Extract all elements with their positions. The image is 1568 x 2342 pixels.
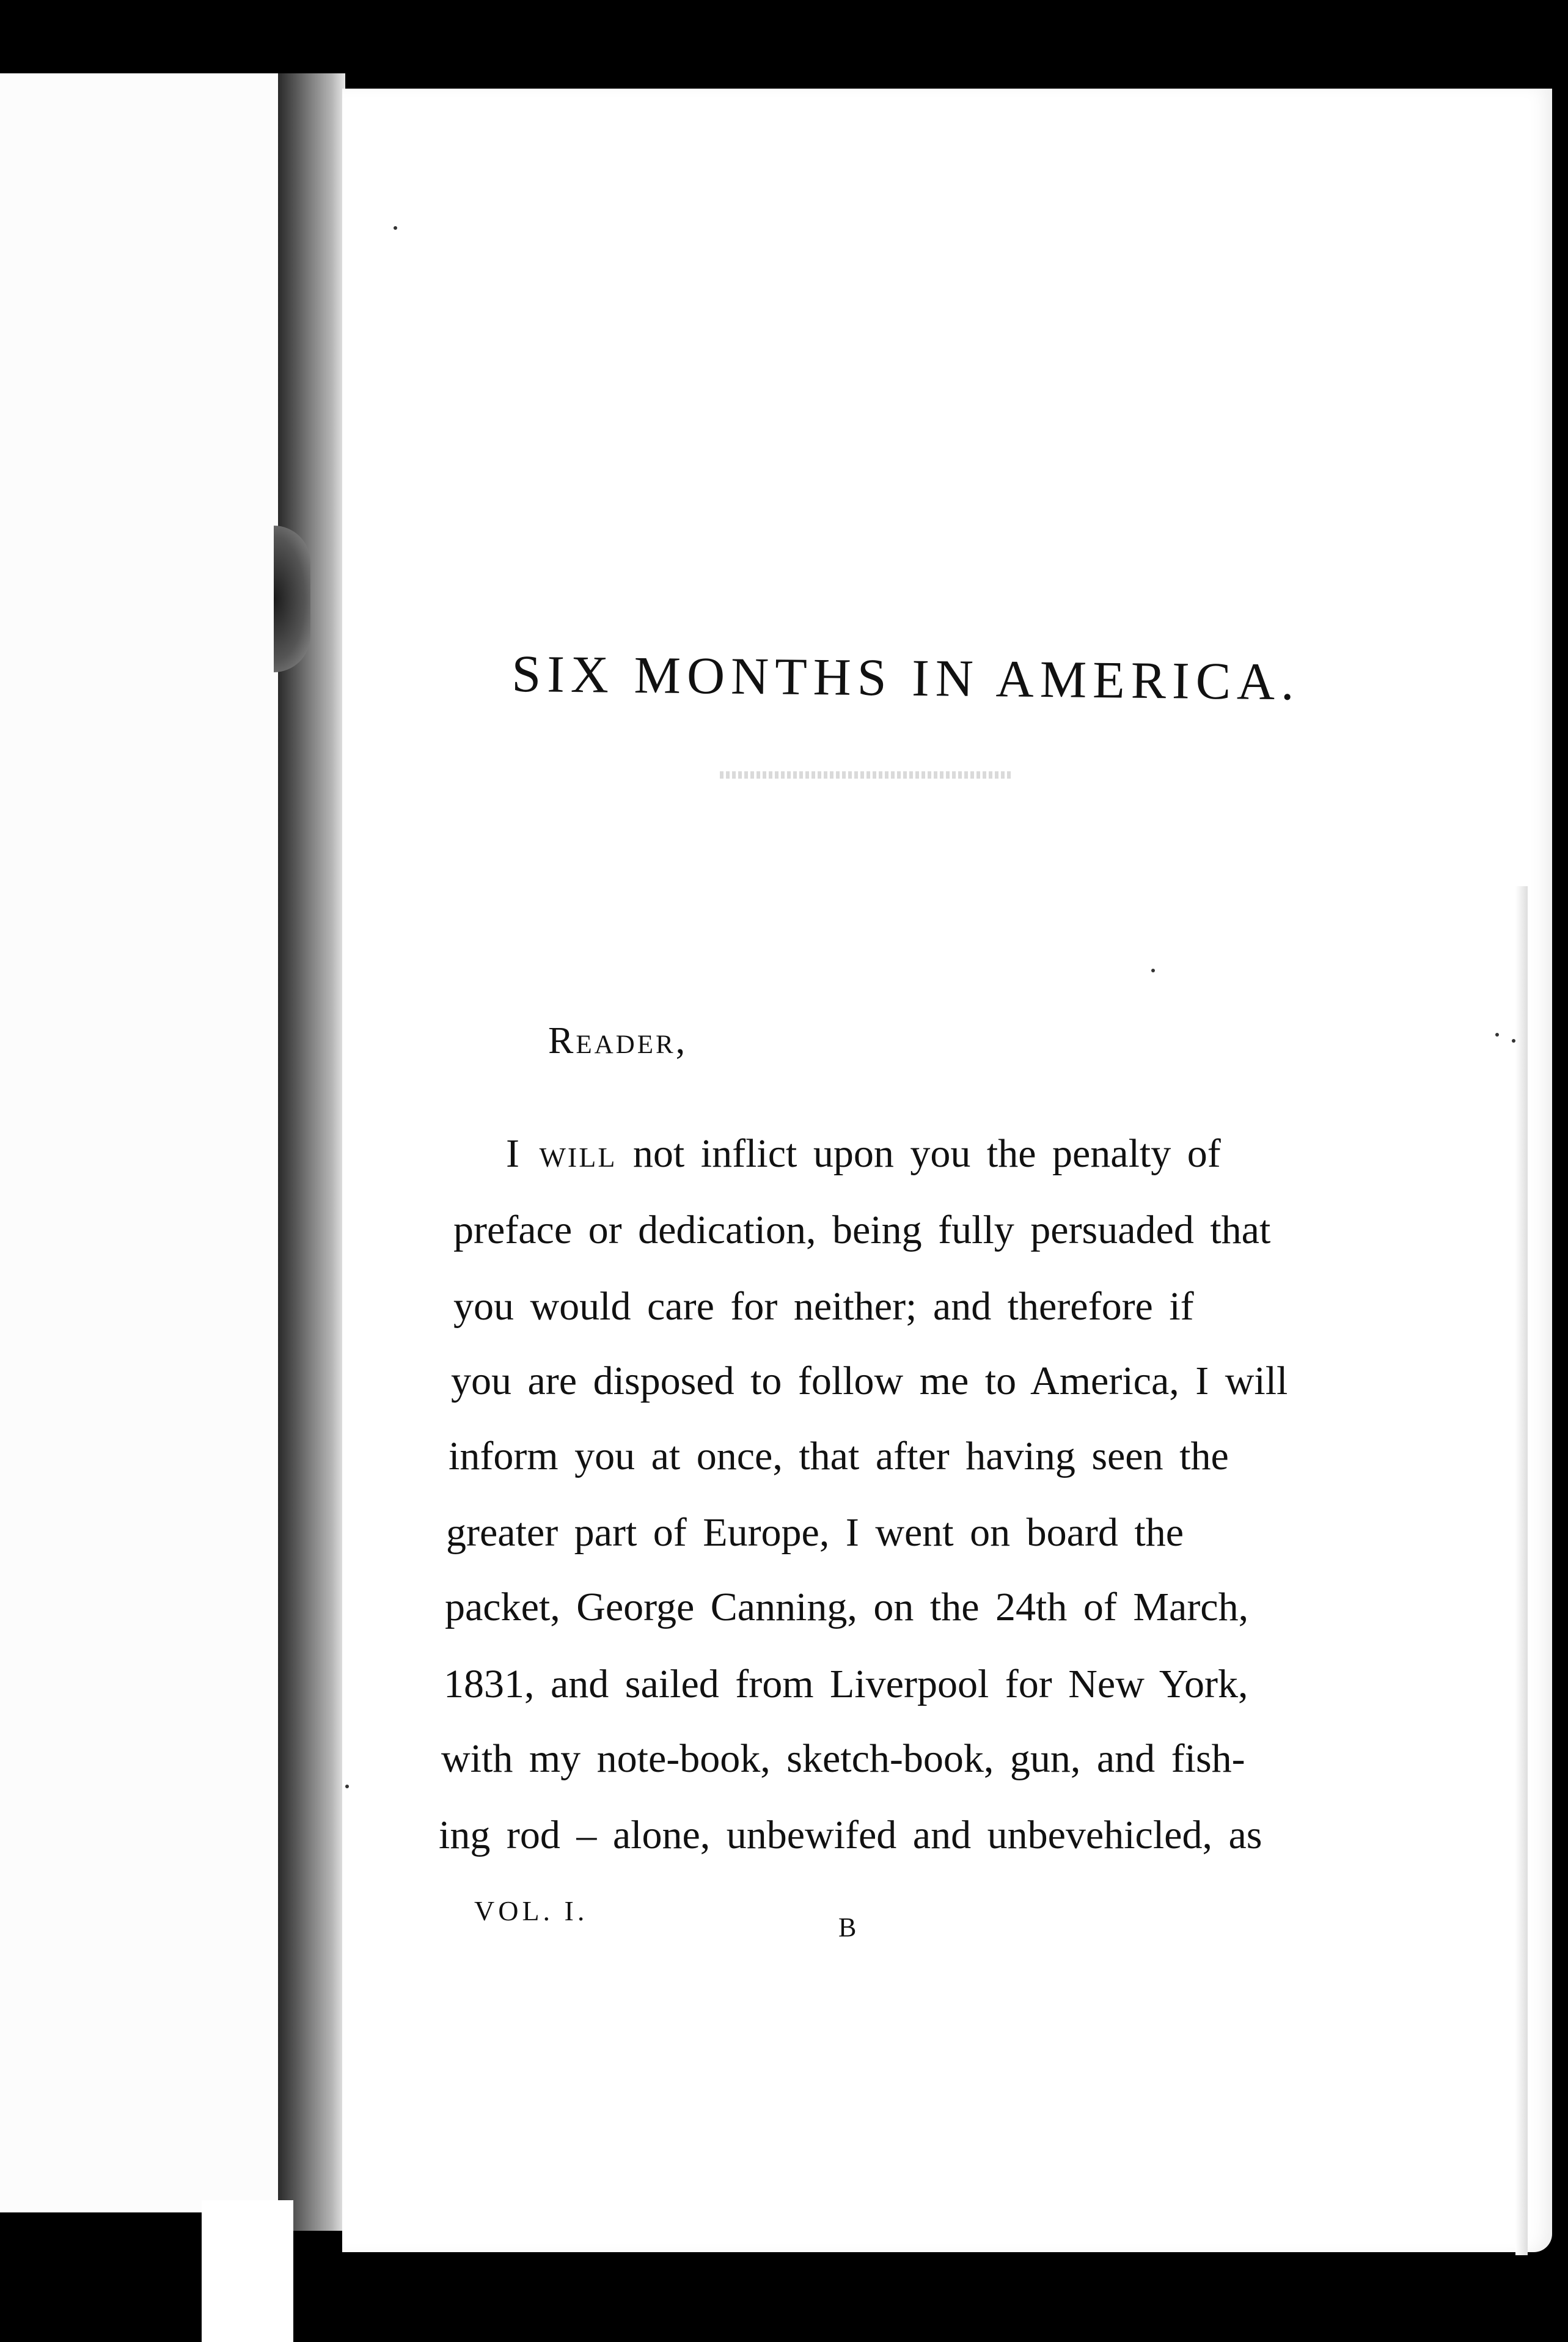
- body-line-10: ing rod – alone, unbewifed and unbevehicled, as: [439, 1813, 1262, 1857]
- paper-speck: [1512, 1039, 1515, 1043]
- paper-speck: [1495, 1033, 1499, 1037]
- body-line-9: with my note-book, sketch-book, gun, and fish-: [441, 1736, 1245, 1781]
- paper-speck: [394, 226, 397, 230]
- body-line-5: inform you at once, that after having seen the: [449, 1434, 1229, 1478]
- binding-notch: [274, 526, 310, 672]
- book-gutter: [278, 73, 345, 2231]
- body-line-1: [506, 1131, 1221, 1177]
- body-line-2: preface or dedication, being fully persuaded that: [453, 1208, 1271, 1252]
- title-rule-divider: [720, 771, 1013, 779]
- page-edge: [1515, 886, 1528, 2255]
- page-title: SIX MONTHS IN AMERICA.: [511, 644, 1301, 711]
- body-line-4: you are disposed to follow me to America, I will: [451, 1359, 1288, 1403]
- body-line-6: greater part of Europe, I went on board the: [446, 1510, 1184, 1555]
- body-line-3: you would care for neither; and therefore if: [453, 1284, 1194, 1329]
- body-line-8: 1831, and sailed from Liverpool for New York,: [444, 1662, 1248, 1706]
- gutter-bottom-margin: [202, 2200, 293, 2342]
- body-line-1-text: not inflict upon you the penalty of: [617, 1131, 1221, 1176]
- paper-speck: [345, 1785, 349, 1788]
- left-page-blank: [0, 73, 287, 2212]
- body-line-7: packet, George Canning, on the 24th of March,: [445, 1585, 1249, 1629]
- signature-mark: B: [838, 1912, 857, 1942]
- volume-marker: VOL. I.: [474, 1895, 588, 1926]
- salutation: Reader,: [548, 1020, 688, 1062]
- paper-speck: [1151, 969, 1155, 972]
- body-first-word: I will: [506, 1131, 617, 1176]
